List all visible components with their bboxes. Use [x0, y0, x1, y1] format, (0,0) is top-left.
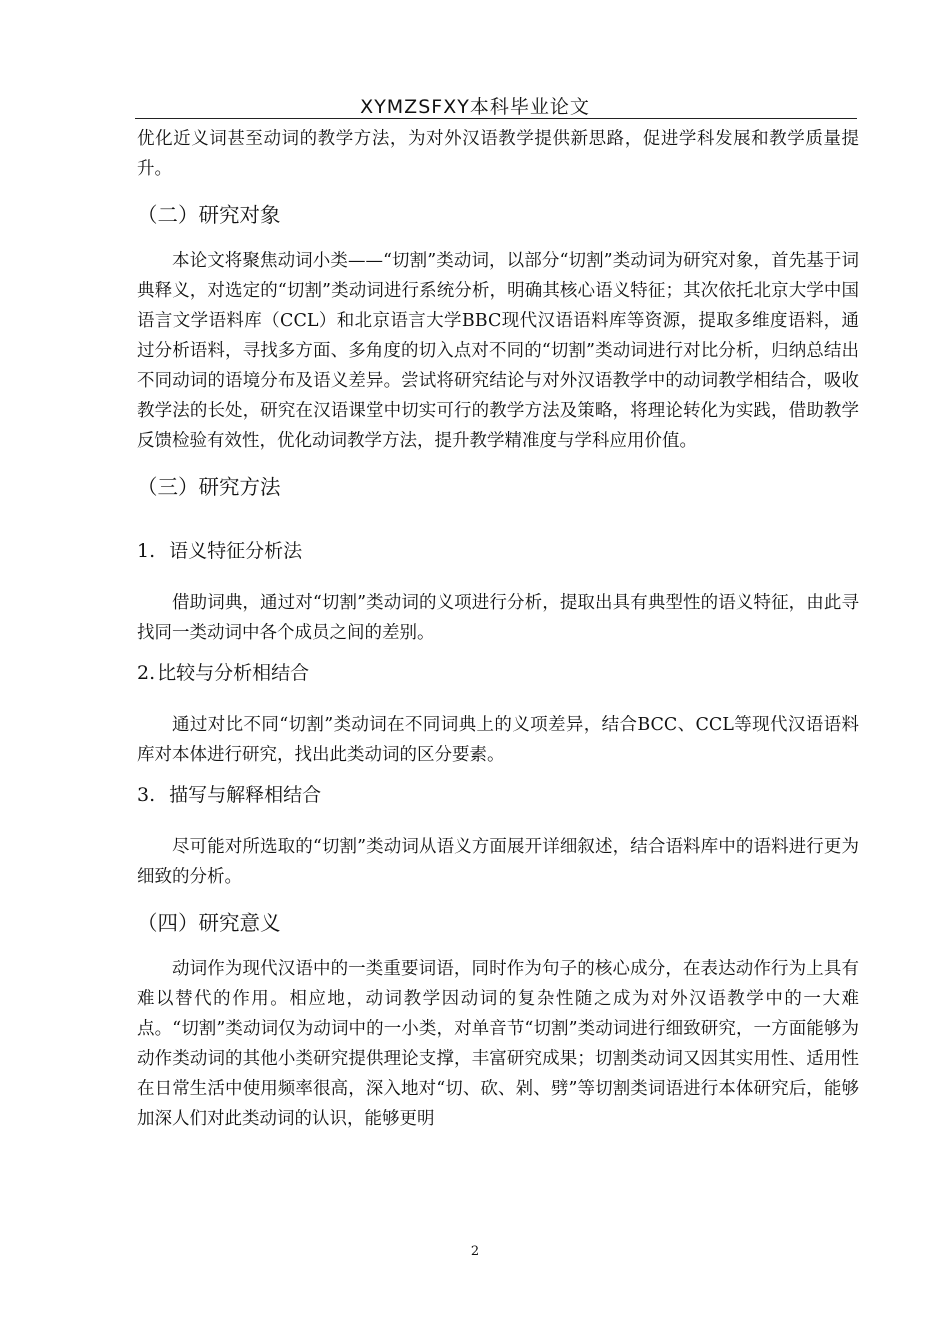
method-3-title: 描写与解释相结合	[169, 784, 322, 806]
method-3-paragraph: 尽可能对所选取的“切割”类动词从语义方面展开详细叙述，结合语料库中的语料进行更为细致的分析。	[137, 837, 859, 887]
method-2-paragraph: 通过对比不同“切割”类动词在不同词典上的义项差异，结合BCC、CCL等现代汉语语料库对本体进行研究，找出此类动词的区分要素。	[137, 715, 859, 765]
running-header: XYMZSFXY本科毕业论文	[360, 96, 590, 118]
method-1-paragraph: 借助词典，通过对“切割”类动词的义项进行分析，提取出具有典型性的语义特征，由此寻找同一类动词中各个成员之间的差别。	[137, 593, 859, 643]
method-2-title: 比较与分析相结合	[157, 662, 310, 684]
method-2-heading	[137, 658, 859, 688]
page-number: 2	[470, 1244, 480, 1259]
section-2-paragraph: 本论文将聚焦动词小类——“切割”类动词，以部分“切割”类动词为研究对象，首先基于词典释义，对选定的“切割”类动词进行系统分析，明确其核心语义特征；其次依托北京大学中国语言文学语料库（CCL）和北京语言大学BBC现代汉语语料库等资源，提取多维度语料，通过分析语料，寻找多方面、多角度的切入点对不同的“切割”类动词进行对比分析，归纳总结出不同动词的语境分布及语义差异。尝试将研究结论与对外汉语教学中的动词教学相结合，吸收教学法的长处，研究在汉语课堂中切实可行的教学方法及策略，将理论转化为实践，借助教学反馈检验有效性，优化动词教学方法，提升教学精准度与学科应用价值。	[137, 251, 859, 451]
intro-paragraph: 优化近义词甚至动词的教学方法，为对外汉语教学提供新思路，促进学科发展和教学质量提升。	[137, 129, 859, 179]
section-3-heading: （三）研究方法	[137, 475, 281, 499]
page-body	[137, 124, 859, 1134]
method-2-number: 2.	[137, 662, 156, 684]
method-1-number: 1.	[137, 540, 156, 562]
method-3-heading	[137, 780, 859, 810]
section-4-paragraph: 动词作为现代汉语中的一类重要词语，同时作为句子的核心成分，在表达动作行为上具有难以替代的作用。相应地，动词教学因动词的复杂性随之成为对外汉语教学中的一大难点。“切割”类动词仅为动词中的一小类，对单音节“切割”类动词进行细致研究，一方面能够为动作类动词的其他小类研究提供理论支撑，丰富研究成果；切割类动词又因其实用性、适用性在日常生活中使用频率很高，深入地对“切、砍、剁、劈”等切割类词语进行本体研究后，能够加深人们对此类动词的认识，能够更明	[137, 959, 859, 1129]
method-1-title: 语义特征分析法	[169, 540, 303, 562]
section-2-heading: （二）研究对象	[137, 203, 281, 227]
method-3-number: 3.	[137, 784, 156, 806]
section-4-heading: （四）研究意义	[137, 911, 281, 935]
method-1-heading	[137, 536, 859, 566]
header-rule	[135, 118, 857, 119]
